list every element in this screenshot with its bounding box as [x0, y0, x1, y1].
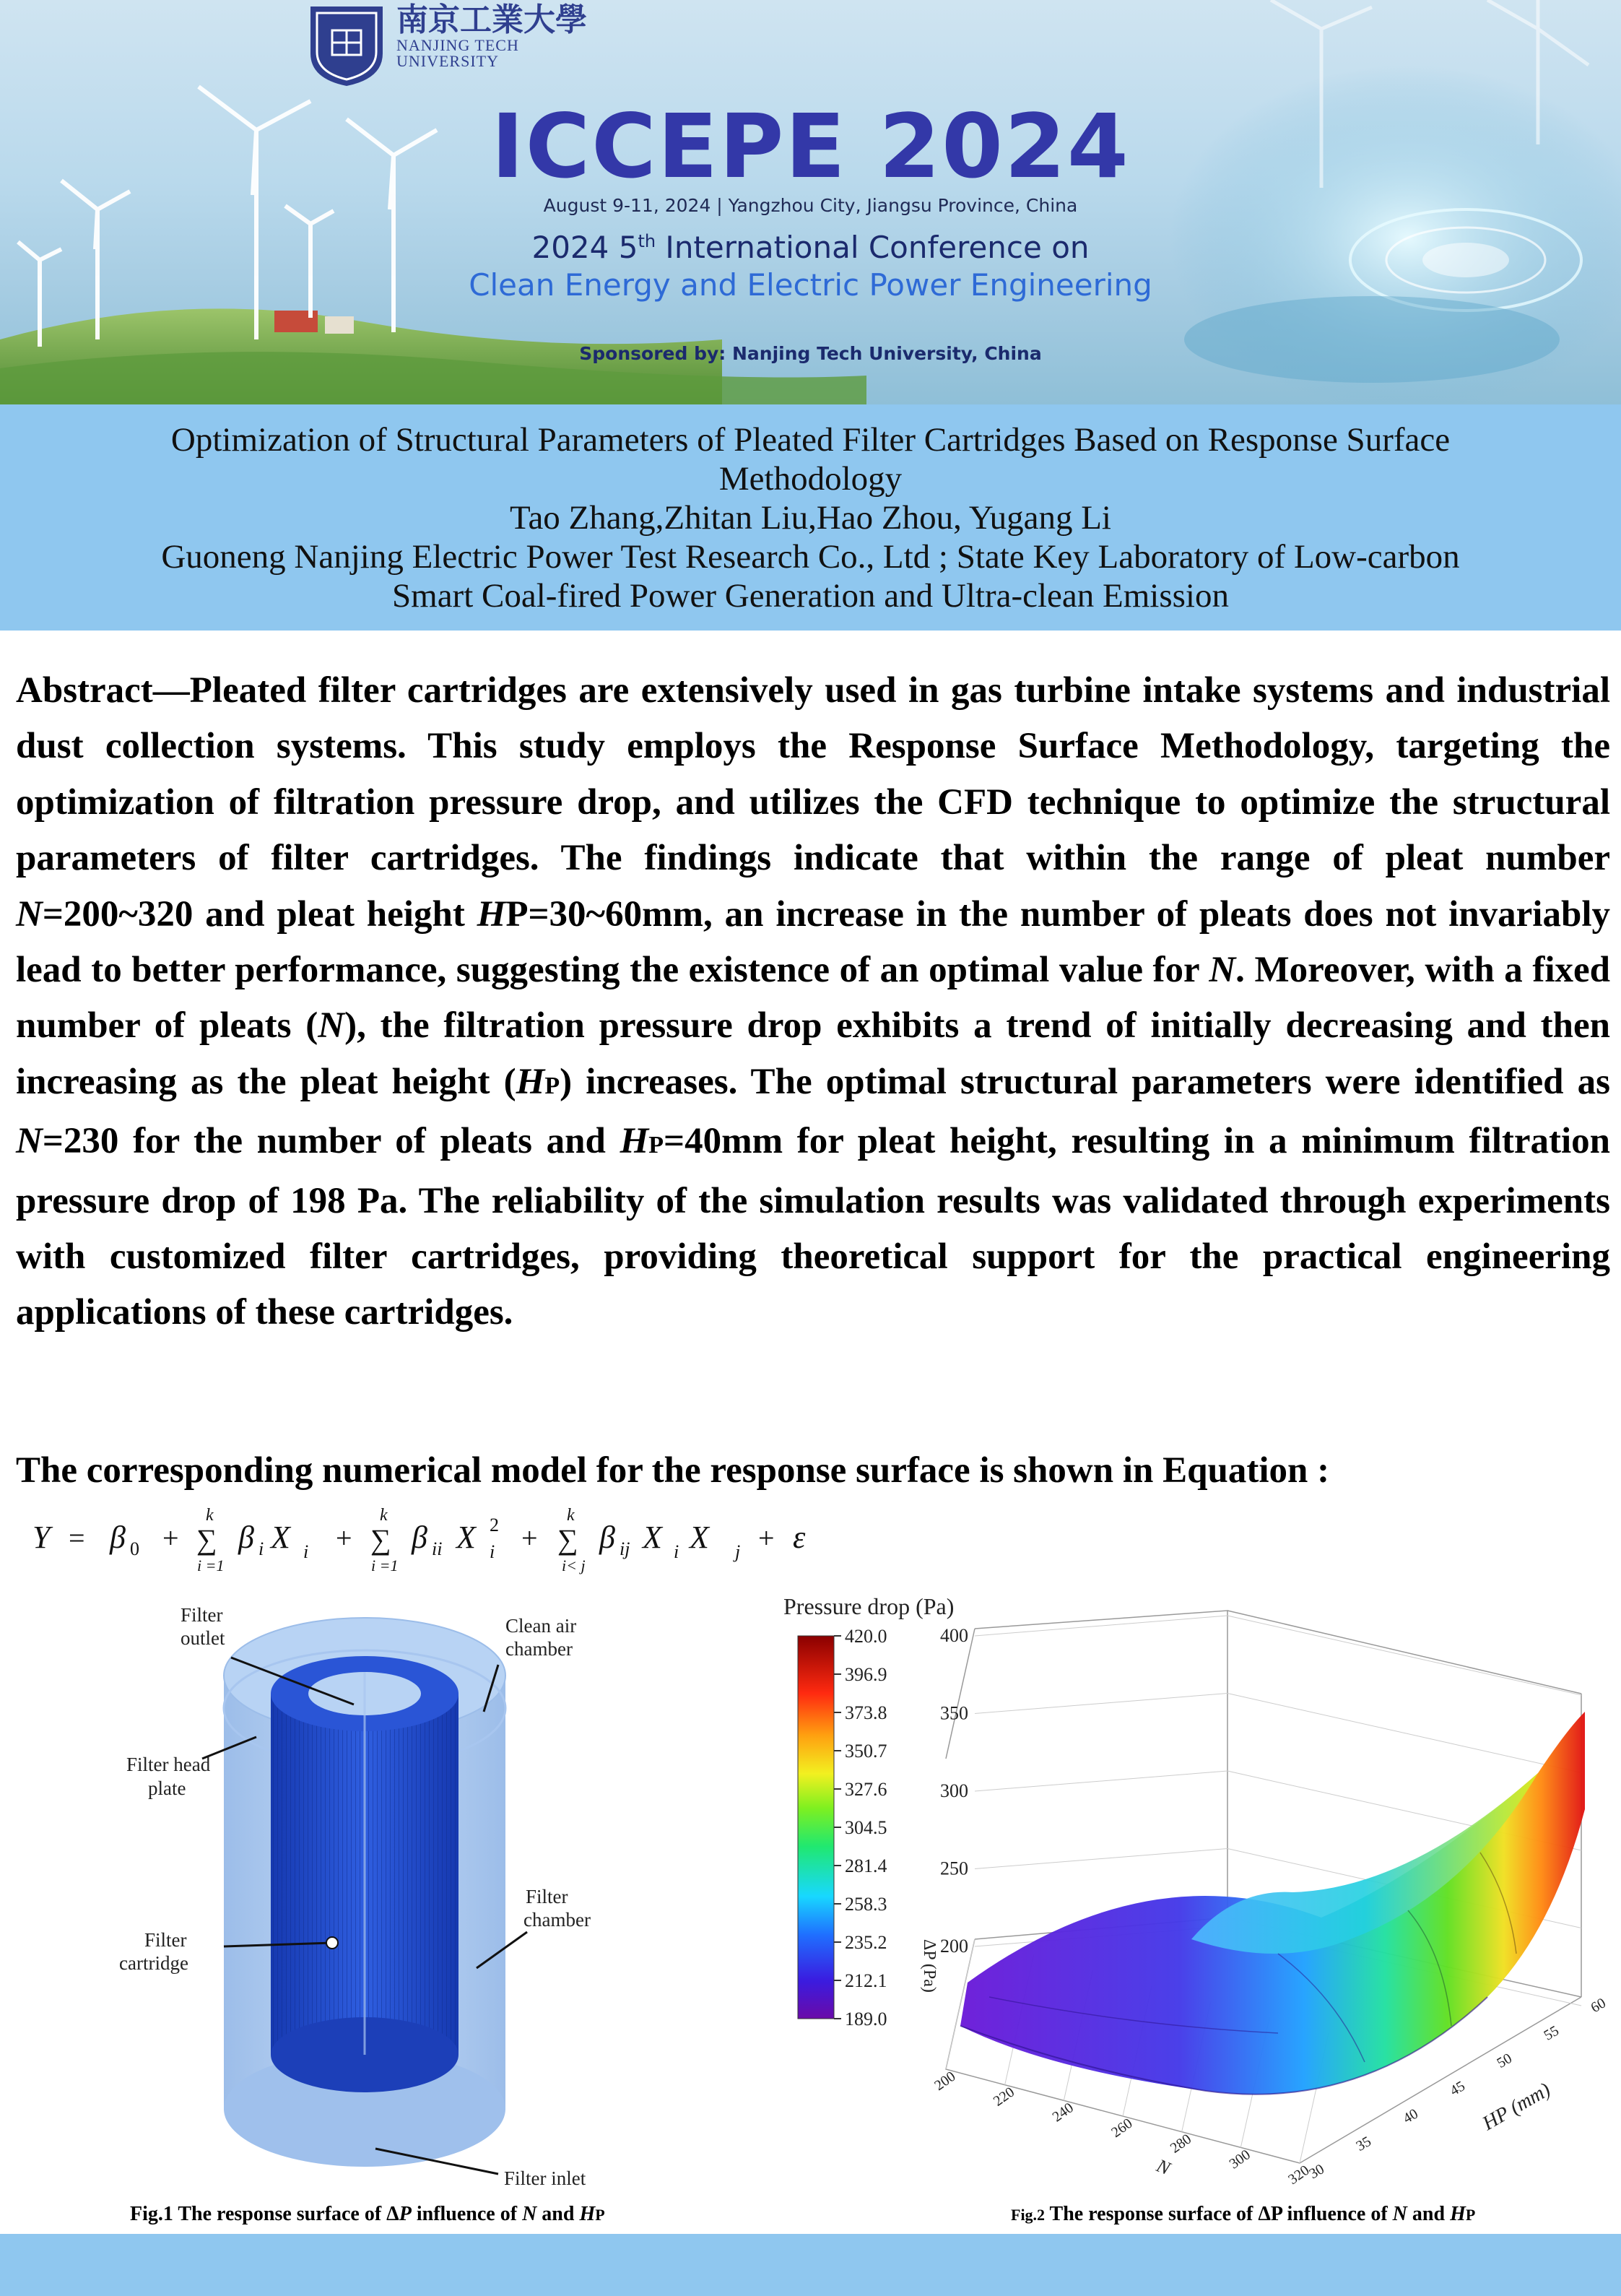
conf-name-sup: th [638, 231, 656, 251]
conference-acronym: ICCEPE 2024 [491, 95, 1130, 198]
label-chamber-2: chamber [523, 1909, 591, 1931]
x-tick-label: 280 [1167, 2131, 1195, 2157]
eq-k-1: k [206, 1506, 214, 1525]
cap1-text: Fig.1 The response surface of Δ [130, 2203, 399, 2225]
university-shield-icon [307, 3, 386, 88]
conference-date-location: August 9-11, 2024 | Yangzhou City, Jiangsu Province, China [543, 195, 1078, 216]
eq-X-i-2: X [643, 1520, 662, 1555]
z-grid-line [1227, 1616, 1581, 1695]
paper-title-line1: Optimization of Structural Parameters of Pleated Filter Cartridges Based on Response Surface [170, 421, 1451, 459]
paper-authors: Tao Zhang,Zhitan Liu,Hao Zhou, Yugang Li [510, 499, 1111, 537]
cap2-symbol-N: N [1392, 2203, 1407, 2225]
symbol-N: N [16, 893, 43, 935]
conf-name-prefix: 2024 5 [531, 230, 638, 265]
label-clean-air-2: chamber [505, 1638, 573, 1660]
paper-affiliation-line1: Guoneng Nanjing Electric Power Test Research Co., Ltd ; State Key Laboratory of Low-carbon [161, 538, 1460, 576]
y-tick-label: 30 [1306, 2161, 1327, 2183]
conference-sponsor: Sponsored by: Nanjing Tech University, China [579, 343, 1042, 364]
surface-mesh [960, 1712, 1585, 2094]
paper-title-line2: Methodology [718, 460, 903, 498]
z-grid-line [975, 1771, 1227, 1791]
colorbar-tick-label: 212.1 [845, 1970, 887, 1991]
colorbar-tick-label: 235.2 [845, 1932, 887, 1953]
paper-affiliation-line2: Smart Coal-fired Power Generation and Ultra-clean Emission [392, 577, 1229, 615]
symbol-H: H [516, 1061, 545, 1102]
eq-X-j-sub: j [735, 1541, 741, 1562]
label-cartridge-1: Filter [144, 1929, 187, 1951]
response-surface-equation [29, 1499, 895, 1593]
cap1-text: and [536, 2203, 580, 2225]
filter-cartridge-body [271, 1656, 459, 2092]
label-filter-outlet-1: Filter [181, 1604, 223, 1626]
z-grid-line [975, 1694, 1227, 1714]
colorbar-tick-label: 281.4 [845, 1855, 887, 1876]
x-tick-label: 300 [1226, 2146, 1253, 2172]
eq-X-ii-sub: i [490, 1541, 495, 1562]
cap2-text: The response surface of ΔP influence of [1045, 2203, 1393, 2225]
eq-epsilon: ε [793, 1520, 806, 1555]
eq-beta-ij-sub: ij [620, 1538, 630, 1559]
symbol-N: N [318, 1005, 345, 1047]
eq-beta-i: β [238, 1520, 254, 1555]
paper-title-block [0, 404, 1621, 631]
cap2-symbol-H-sub: P [1465, 2206, 1476, 2224]
z-tick-label: 200 [940, 1936, 968, 1957]
eq-beta-ii: β [412, 1520, 427, 1555]
y-tick-label: 45 [1447, 2078, 1468, 2100]
label-cartridge-2: cartridge [119, 1952, 188, 1974]
colorbar-tick-label: 373.8 [845, 1702, 887, 1723]
symbol-H-sub: P [648, 1132, 664, 1159]
z-tick-label: 400 [940, 1625, 968, 1646]
eq-X-i: X [271, 1520, 290, 1555]
colorbar-tick-label: 350.7 [845, 1741, 887, 1762]
z-axis-label: ΔP (Pa) [920, 1939, 939, 1993]
eq-X-ii: X [456, 1520, 476, 1555]
colorbar-tick-label: 420.0 [845, 1626, 887, 1647]
figure1-caption [130, 2203, 605, 2226]
eq-i1-2: i =1 [371, 1556, 399, 1574]
y-tick-label: 60 [1588, 1995, 1609, 2016]
symbol-N: N [1209, 950, 1236, 991]
eq-sum-1: ∑ [196, 1523, 217, 1556]
eq-sum-3: ∑ [557, 1523, 578, 1556]
y-axis-label: HP (mm) [1479, 2078, 1555, 2136]
eq-plus-2: + [336, 1522, 352, 1554]
equation-intro: The corresponding numerical model for the response surface is shown in Equation : [16, 1450, 1330, 1491]
x-tick-label: 200 [931, 2068, 959, 2094]
z-grid-line [1227, 1694, 1581, 1773]
x-tick-label: 220 [990, 2084, 1018, 2110]
abstract-text: ) increases. The optimal structural parameters were identified as [560, 1061, 1610, 1102]
eq-equals: = [69, 1522, 85, 1554]
eq-square: 2 [490, 1515, 499, 1535]
label-clean-air-1: Clean air [505, 1615, 577, 1637]
eq-plus-3: + [521, 1522, 538, 1554]
symbol-H: H [620, 1121, 649, 1162]
abstract-text: =230 for the number of pleats and [42, 1121, 620, 1162]
x-tick-label: 240 [1049, 2100, 1077, 2126]
abstract-text: . Moreover, with a fixed number of pleats ( [16, 950, 1610, 1047]
abstract-text: P=30~60mm, an increase in the number of pleats does not invariably lead to better performance, suggesting the existence of an optimal value for [16, 893, 1611, 991]
abstract-paragraph [16, 663, 1610, 1341]
colorbar-tick-label: 396.9 [845, 1664, 887, 1685]
university-name-cn: 南京工業大學 [396, 1, 587, 38]
y-tick-label: 35 [1353, 2133, 1374, 2154]
cap1-text: influence of [411, 2203, 523, 2225]
conf-name-rest: International Conference on [656, 230, 1090, 265]
label-head-plate-1: Filter head [126, 1754, 211, 1775]
cap1-symbol-P: P [399, 2203, 412, 2225]
colorbar-tick-label: 304.5 [845, 1817, 887, 1838]
z-tick-label: 350 [940, 1702, 968, 1724]
symbol-N: N [16, 1121, 43, 1162]
response-surface-chart [773, 1593, 1609, 2192]
abstract-text: ), the filtration pressure drop exhibits a trend of initially decreasing and then increasing as the pleat height ( [16, 1005, 1610, 1102]
colorbar-tick-label: 189.0 [845, 2009, 887, 2029]
conference-name-line2: Clean Energy and Electric Power Engineering [469, 267, 1152, 303]
label-chamber-1: Filter [526, 1886, 568, 1907]
eq-iltj: i< j [562, 1556, 586, 1574]
eq-plus-4: + [758, 1522, 775, 1554]
label-filter-inlet: Filter inlet [504, 2167, 586, 2189]
label-head-plate-2: plate [148, 1777, 186, 1799]
abstract-text: =200~320 and pleat height [42, 893, 477, 935]
eq-X-i-sub: i [303, 1541, 309, 1562]
filter-cartridge-figure [108, 1600, 628, 2189]
x-tick-label: 320 [1285, 2162, 1313, 2188]
colorbar-ticks [834, 1626, 887, 2029]
cap2-symbol-H: H [1450, 2203, 1466, 2225]
eq-Y: Y [32, 1520, 51, 1555]
y-tick-label: 55 [1541, 2022, 1562, 2044]
cap1-symbol-N: N [522, 2203, 537, 2225]
cap2-prefix: Fig.2 [1011, 2206, 1046, 2224]
eq-X-i-2-sub: i [674, 1541, 679, 1562]
x-tick-label: 260 [1108, 2115, 1136, 2141]
eq-k-3: k [567, 1506, 575, 1525]
figure2-caption [1011, 2203, 1475, 2226]
y-tick-label: 40 [1400, 2105, 1421, 2127]
colorbar-tick-label: 327.6 [845, 1779, 887, 1800]
abstract-text: =40mm for pleat height, resulting in a minimum filtration pressure drop of 198 Pa. The reliability of the simulation results was validated through experiments with customized filter cartridges, providing theoretical support for the practical engineering applications of these cartridges. [16, 1121, 1610, 1333]
y-tick-label: 50 [1494, 2050, 1515, 2071]
symbol-H: H [477, 893, 506, 935]
university-logo [307, 3, 587, 88]
conference-name-line1 [0, 230, 1621, 265]
z-grid-line [975, 1849, 1227, 1869]
colorbar [798, 1636, 834, 2019]
eq-k-2: k [380, 1506, 388, 1525]
colorbar-tick-label: 258.3 [845, 1894, 887, 1915]
eq-i1-1: i =1 [197, 1556, 225, 1574]
z-tick-label: 300 [940, 1780, 968, 1801]
footer-band [0, 2234, 1621, 2296]
label-filter-outlet-2: outlet [181, 1627, 225, 1649]
eq-sum-2: ∑ [370, 1523, 391, 1556]
conference-banner [0, 0, 1621, 404]
eq-beta0: β [110, 1520, 126, 1555]
cap1-symbol-H-sub: P [595, 2206, 605, 2224]
z-tick-label: 250 [940, 1858, 968, 1879]
university-name-en-2: UNIVERSITY [396, 52, 499, 70]
abstract-text: Abstract—Pleated filter cartridges are extensively used in gas turbine intake systems and industrial dust collection systems. This study employs the Response Surface Methodology, targeting the optimization of filtration pressure drop, and utilizes the CFD technique to optimize the structural parameters of filter cartridges. The findings indicate that within the range of pleat number [16, 670, 1610, 879]
symbol-H-sub: P [544, 1072, 560, 1099]
cap1-symbol-H: H [579, 2203, 596, 2225]
chart-title: Pressure drop (Pa) [783, 1593, 955, 1619]
eq-plus-1: + [162, 1522, 179, 1554]
eq-beta0-sub: 0 [130, 1538, 139, 1559]
eq-beta-i-sub: i [258, 1538, 264, 1559]
cap2-text: and [1407, 2203, 1451, 2225]
eq-X-j: X [690, 1520, 709, 1555]
eq-beta-ii-sub: ii [432, 1538, 443, 1559]
eq-beta-ij: β [599, 1520, 615, 1555]
university-name-en-1: NANJING TECH [396, 36, 519, 54]
x-axis-label: N [1153, 2154, 1173, 2180]
